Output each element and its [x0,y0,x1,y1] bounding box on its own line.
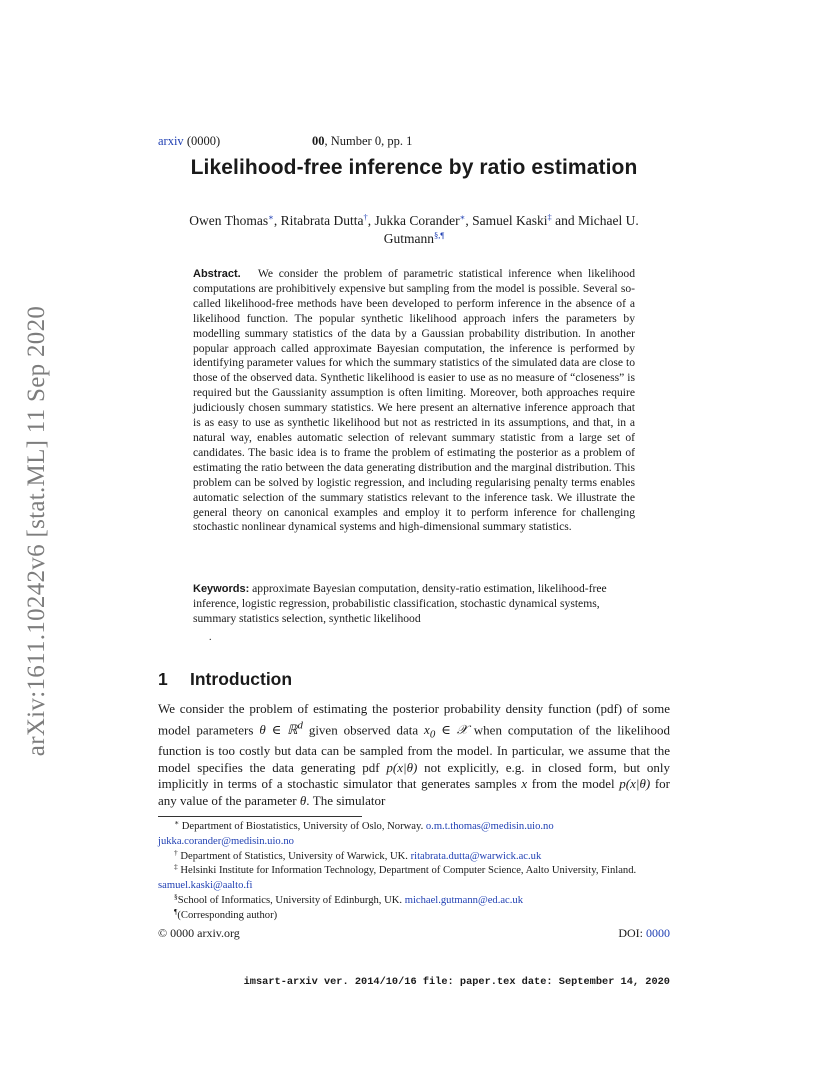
intro-text: . The simulator [306,792,386,808]
math-pdf: p(x|θ) [386,759,418,775]
doi-link[interactable]: 0000 [646,926,670,940]
footnote-mark[interactable]: ∗ [268,212,274,222]
math: x [424,721,430,737]
math-theta-rd [259,719,303,737]
footnote-mark[interactable]: † [363,212,368,222]
section-title: Introduction [190,669,293,689]
journal-header [158,134,670,149]
email-link[interactable]: michael.gutmann@ed.ac.uk [404,894,524,906]
author-gutmann-first: and Michael U. [551,213,639,228]
footnote-corresponding [158,906,670,924]
author-thomas: Owen Thomas [189,213,269,228]
introduction-paragraph [158,701,670,809]
keywords-label: Keywords: [193,583,250,595]
footnote-mark[interactable]: §,¶ [434,230,445,240]
footnote-text: (Corresponding author) [177,909,278,921]
intro-text: when computation of the likelihood function is too costly but data can be sampled from the model. In particular, we assume that the model specifies the data generating pdf [158,721,671,775]
section-number: 1 [158,669,168,689]
volume-number: 00 [312,134,325,148]
footnote-symbol: † [174,847,178,857]
author-gutmann-last: Gutmann [383,231,434,246]
abstract-label: Abstract. [193,268,241,280]
intro-text: not explicitly, e.g. in closed form, but only implicitly in terms of a stochastic simulator that generates samples [158,759,671,792]
math-theta: θ [299,792,307,808]
author-dutta: , Ritabrata Dutta [273,213,364,228]
doi-label: DOI: [618,926,646,940]
footnote-helsinki [158,864,670,894]
email-link[interactable]: ritabrata.dutta@warwick.ac.uk [410,850,542,862]
footnote-text: Department of Statistics, University of Warwick, UK. [177,850,411,862]
intro-text: for any value of the parameter [158,776,670,808]
math-x: x [521,776,528,792]
abstract [193,267,635,535]
arxiv-identifier: arXiv:1611.10242v6 [stat.ML] 11 Sep 2020 [23,305,50,757]
paper-title: Likelihood-free inference by ratio estimation [190,156,638,179]
footnote-symbol: ‡ [174,862,178,872]
math: ∈ 𝒳 [435,721,468,737]
journal-year: (0000) [183,134,221,148]
intro-text: from the model [527,776,620,792]
math-sup: d [297,719,303,732]
page-footer: imsart-arxiv ver. 2014/10/16 file: paper.tex date: September 14, 2020 [243,976,670,988]
footnote-text: School of Informatics, University of Edinburgh, UK. [177,894,405,906]
journal-link[interactable]: arxiv [158,134,184,148]
footnote-symbol: § [174,891,178,901]
footnote-oslo [158,820,670,850]
intro-text: We consider the problem of estimating the posterior probability density function (pdf) of some model parameters [158,701,670,737]
copyright-notice: © 0000 arxiv.org [158,926,240,940]
math-pdf: p(x|θ) [619,776,651,792]
footnote-edinburgh [158,891,670,909]
author-corander: , Jukka Corander [367,213,460,228]
arxiv-sidebar-stamp [12,286,62,776]
volume-rest: , Number 0, pp. 1 [324,134,413,148]
email-link[interactable]: samuel.kaski@aalto.fi [158,880,253,892]
email-link[interactable]: jukka.corander@medisin.uio.no [158,835,294,847]
footnote-text: Department of Biostatistics, University of Oslo, Norway. [179,821,426,832]
footnote-rule [158,816,362,817]
author-kaski: , Samuel Kaski [465,213,548,228]
keywords [193,582,635,627]
keywords-text: approximate Bayesian computation, density-ratio estimation, likelihood-free inference, logistic regression, probabilistic classification, stochastic dynamical systems, summary statistics selection, synthetic likelihood [193,582,607,625]
footnotes [158,820,670,924]
abstract-text: We consider the problem of parametric statistical inference when likelihood computations are prohibitively expensive but sampling from the model is possible. Several so-called likelihood-free methods have been developed to perform inference in the absence of a likelihood function. The popular synthetic likelihood approach infers the parameters by modelling summary statistics of the data by a Gaussian probability distribution. In another popular approach called approximate Bayesian computation, the inference is performed by identifying parameter values for which the summary statistics of the simulated data are close to those of the observed data. Synthetic likelihood is easier to use as no measure of “closeness” is required but the Gaussianity assumption is often limiting. Moreover, both approaches require judiciously chosen summary statistics. We here present an alternative inference approach that is as easy to use as synthetic likelihood but not as restricted in its assumptions, and that, in a natural way, enables automatic selection of relevant summary statistic from a large set of candidates. The basic idea is to frame the problem of estimating the posterior as a problem of estimating the ratio between the data generating distribution and the marginal distribution. This problem can be solved by logistic regression, and including regularising penalty terms enables automatic selection of the summary statistics relevant to the inference task. We illustrate the general theory on canonical examples and employ it to perform inference for challenging stochastic nonlinear dynamical systems and high-dimensional summary statistics. [193,267,635,534]
section-heading [158,669,670,690]
volume-info [312,134,412,149]
stray-dot: . [209,632,212,643]
math: θ ∈ ℝ [259,721,298,737]
email-link[interactable]: o.m.t.thomas@medisin.uio.no [425,821,554,832]
footnote-warwick [158,847,670,865]
footnote-mark[interactable]: ‡ [547,212,552,222]
footnote-text: Helsinki Institute for Information Technology, Department of Computer Science, Aalto University, Finland. [177,865,637,877]
math-sub: 0 [429,728,436,741]
doi [570,926,670,941]
author-list [158,212,670,248]
intro-text: given observed data [302,721,425,737]
footnote-symbol: ¶ [174,906,178,916]
footnote-mark[interactable]: ∗ [459,212,466,222]
math-x0 [424,721,468,741]
footnote-symbol: ∗ [174,818,180,827]
